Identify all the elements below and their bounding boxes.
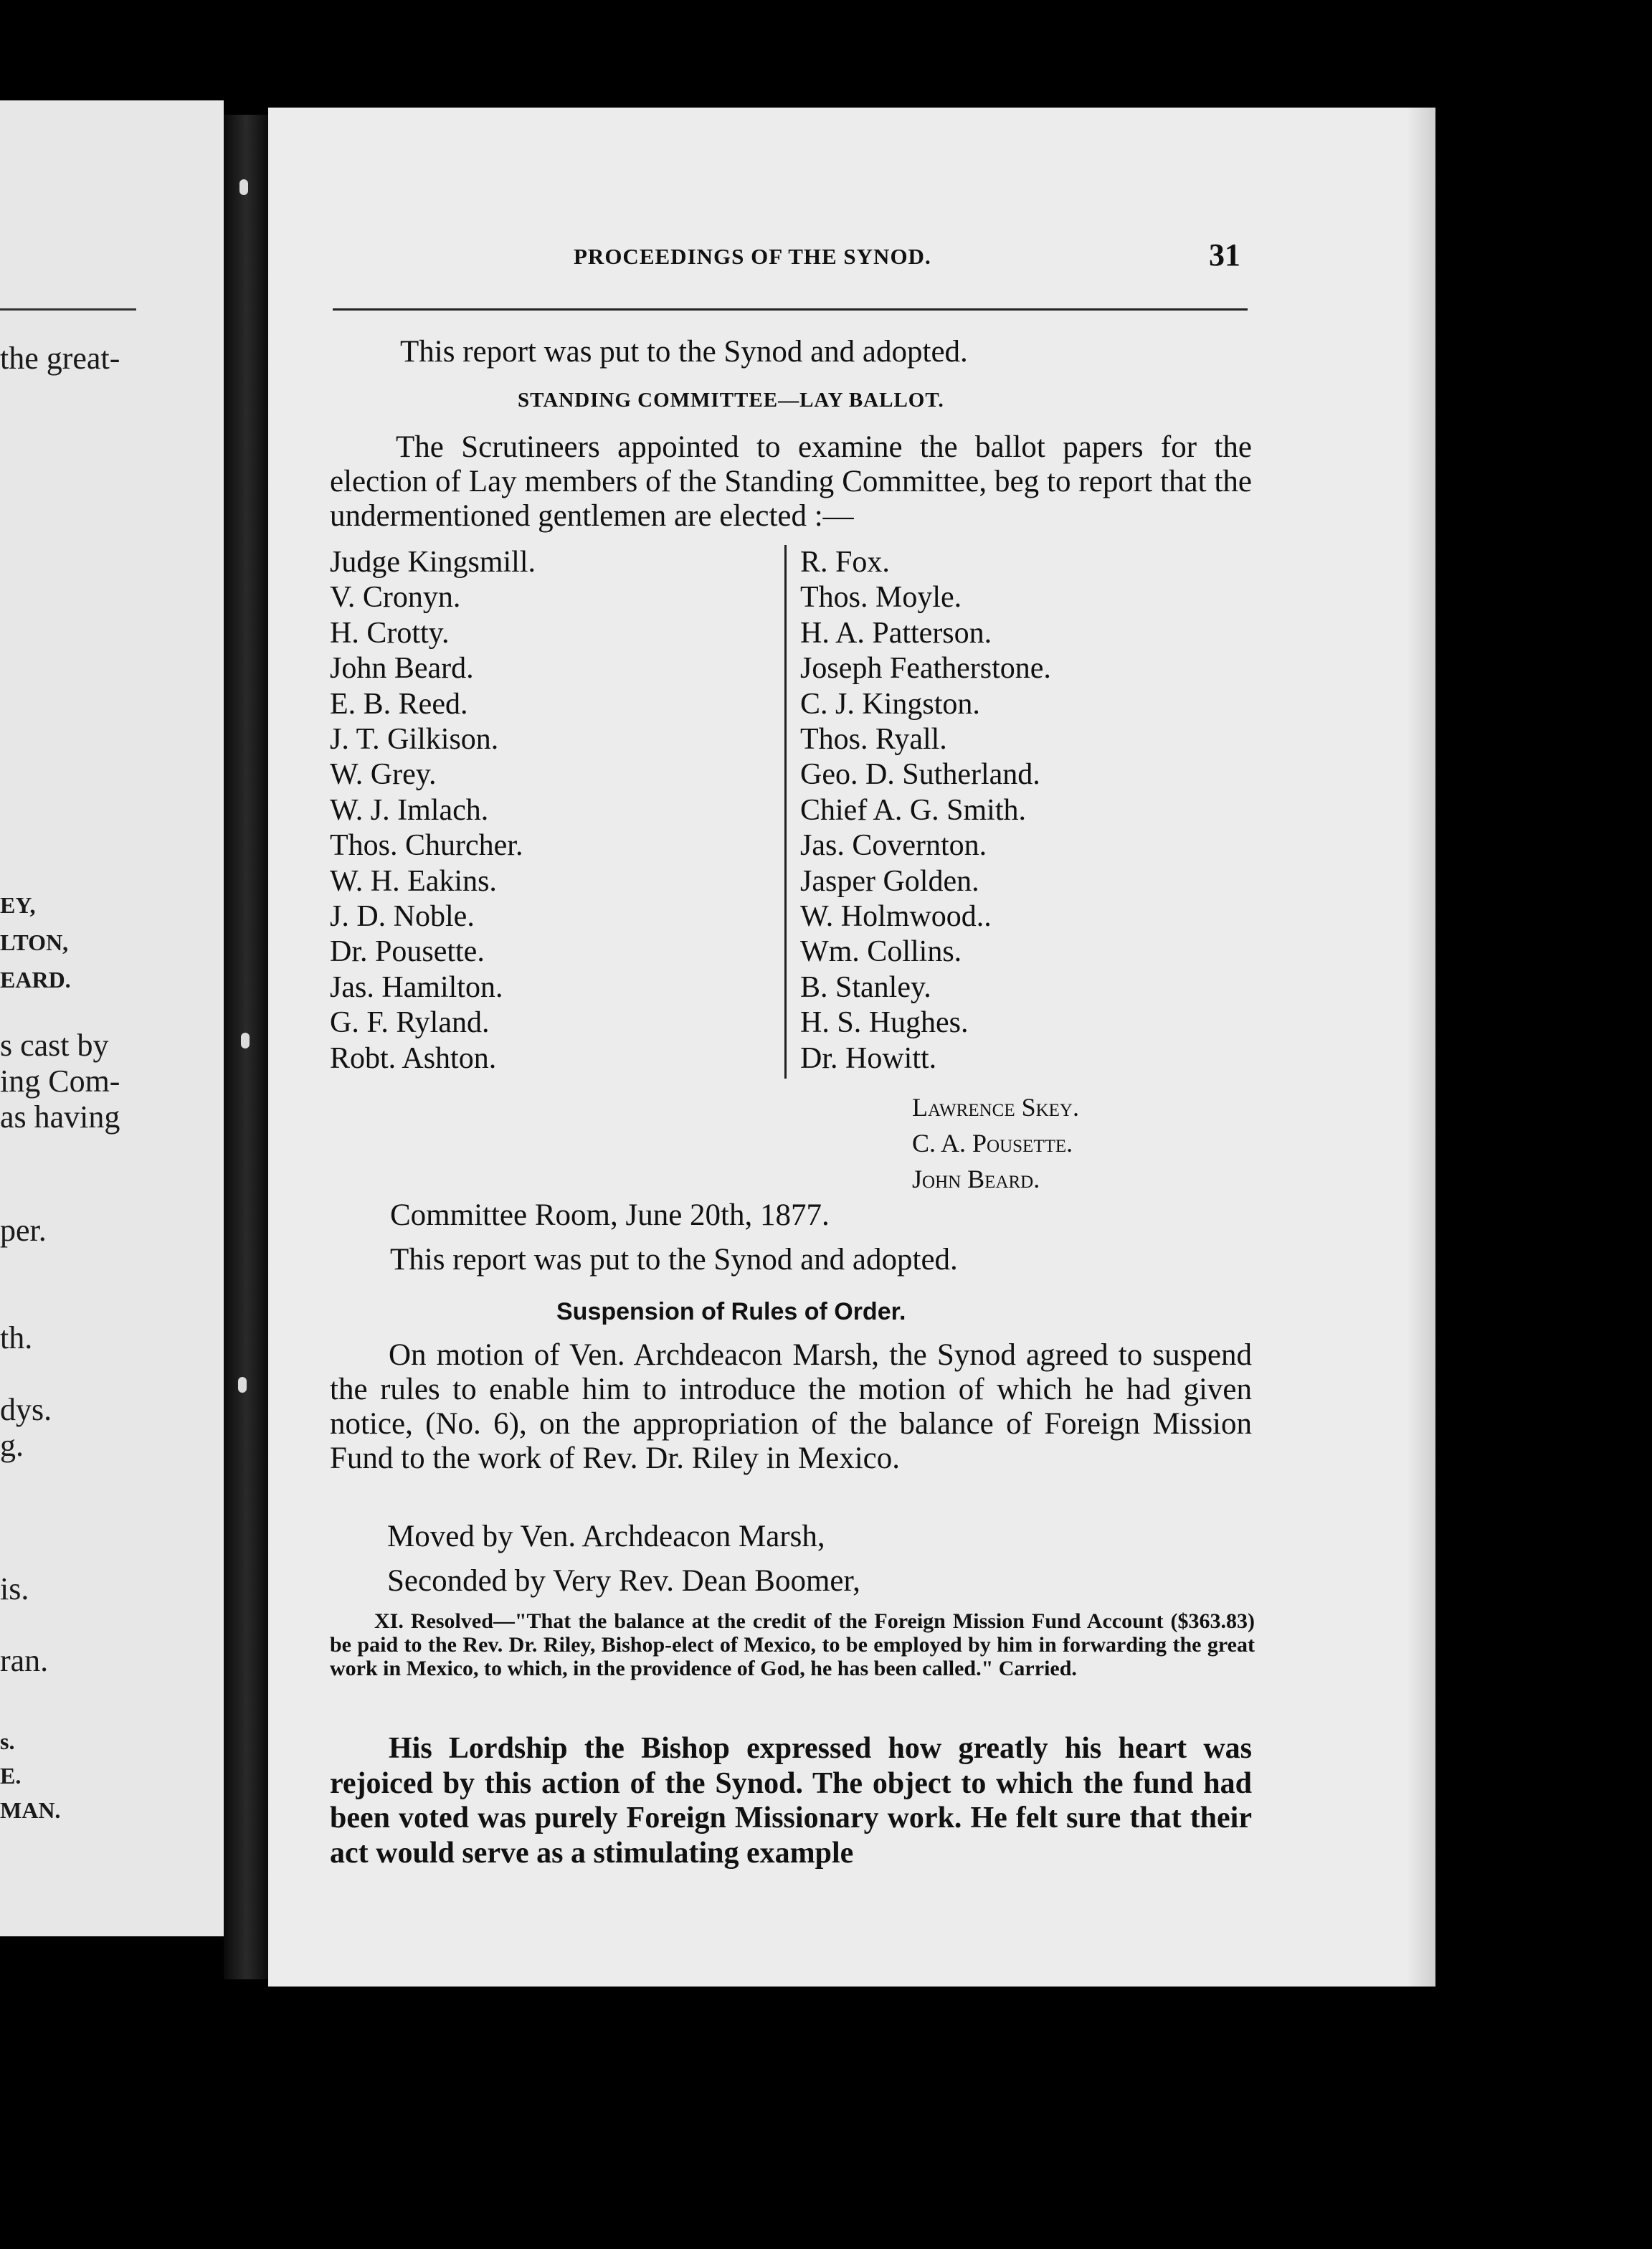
- facing-page-fragment: EARD.: [0, 967, 71, 993]
- signatory-name: John Beard.: [912, 1165, 1040, 1193]
- elected-name: Robt. Ashton.: [330, 1041, 497, 1075]
- facing-page-fragment: LTON,: [0, 929, 69, 955]
- elected-name: H. Crotty.: [330, 616, 450, 650]
- elected-name: W. Holmwood..: [800, 900, 992, 934]
- gutter-speck: [239, 179, 248, 195]
- facing-page-fragment: ing Com-: [0, 1064, 120, 1099]
- bishop-paragraph: His Lordship the Bishop expressed how greatly his heart was rejoiced by this action of the Synod. The object to which the fund had been voted was purely Foreign Missionary work. He felt sure that their act would serve as a stimulating example: [330, 1732, 1252, 1870]
- facing-page-fragment: MAN.: [0, 1797, 61, 1823]
- report-adopted-line: This report was put to the Synod and adopted.: [390, 1243, 958, 1277]
- elected-name: H. A. Patterson.: [800, 616, 992, 650]
- report-adopted-line: This report was put to the Synod and adopted.: [400, 335, 968, 369]
- elected-name: C. J. Kingston.: [800, 687, 980, 721]
- scrutineers-paragraph: The Scrutineers appointed to examine the ballot papers for the election of Lay members of the Standing Committee, beg to report that the undermentioned gentlemen are elected :—: [330, 430, 1252, 533]
- elected-name: Dr. Pousette.: [330, 935, 485, 969]
- elected-name: John Beard.: [330, 652, 474, 686]
- elected-name: Jas. Covernton.: [800, 829, 987, 863]
- gutter-speck: [238, 1377, 247, 1393]
- book-gutter: [224, 115, 268, 1979]
- section-heading: STANDING COMMITTEE—LAY BALLOT.: [518, 389, 944, 412]
- motion-paragraph: On motion of Ven. Archdeacon Marsh, the Synod agreed to suspend the rules to enable him to introduce the motion of which he had given notice, (No. 6), on the appropriation of the balance of Foreign Mission Fund to the work of Rev. Dr. Riley in Mexico.: [330, 1338, 1252, 1475]
- elected-name: R. Fox.: [800, 546, 890, 579]
- facing-page-fragment: g.: [0, 1428, 24, 1463]
- elected-name: Judge Kingsmill.: [330, 546, 536, 579]
- subsection-heading: Suspension of Rules of Order.: [556, 1298, 906, 1325]
- facing-page-fragment: is.: [0, 1571, 29, 1606]
- facing-page-fragment: the great-: [0, 341, 120, 376]
- elected-name: Thos. Churcher.: [330, 829, 523, 863]
- elected-name: E. B. Reed.: [330, 687, 468, 721]
- dateline: Committee Room, June 20th, 1877.: [390, 1198, 830, 1232]
- column-divider: [784, 545, 787, 1079]
- elected-name: Jas. Hamilton.: [330, 970, 503, 1004]
- elected-name: J. T. Gilkison.: [330, 723, 499, 757]
- page-number: 31: [1209, 237, 1240, 273]
- facing-page-fragment: s.: [0, 1728, 15, 1754]
- elected-list-right: [800, 545, 1202, 1076]
- elected-name: J. D. Noble.: [330, 900, 475, 934]
- running-header: [268, 237, 1435, 280]
- elected-name: W. Grey.: [330, 758, 437, 792]
- elected-name: Dr. Howitt.: [800, 1041, 937, 1075]
- facing-page-rule: [0, 308, 136, 311]
- facing-page-fragment: E.: [0, 1763, 22, 1789]
- gutter-speck: [241, 1033, 250, 1048]
- elected-name: W. J. Imlach.: [330, 793, 489, 827]
- resolution-text: XI. Resolved—"That the balance at the credit of the Foreign Mission Fund Account ($363.83) be paid to the Rev. Dr. Riley, Bishop-elect of Mexico, to be employed by him in forwarding the great work in Mexico, to which, in the providence of God, he has been called." Carried.: [330, 1609, 1255, 1680]
- signatory-name: C. A. Pousette.: [912, 1129, 1073, 1157]
- elected-name: G. F. Ryland.: [330, 1006, 490, 1040]
- facing-page-fragment: as having: [0, 1099, 120, 1135]
- facing-page-fragment: per.: [0, 1213, 47, 1248]
- facing-page-fragment: th.: [0, 1320, 33, 1355]
- elected-name: H. S. Hughes.: [800, 1006, 969, 1040]
- signatory-name: Lawrence Skey.: [912, 1093, 1079, 1122]
- facing-page-fragment: ran.: [0, 1643, 49, 1678]
- elected-list-left: [330, 545, 645, 1076]
- elected-name: Joseph Featherstone.: [800, 652, 1051, 686]
- elected-name: Chief A. G. Smith.: [800, 793, 1027, 827]
- facing-page-fragment: s cast by: [0, 1028, 109, 1063]
- header-rule: [333, 308, 1248, 311]
- elected-name: V. Cronyn.: [330, 581, 461, 615]
- elected-name: Jasper Golden.: [800, 864, 979, 898]
- elected-name: B. Stanley.: [800, 970, 931, 1004]
- seconded-by-line: Seconded by Very Rev. Dean Boomer,: [387, 1564, 860, 1598]
- elected-name: Wm. Collins.: [800, 935, 962, 969]
- elected-name: Thos. Moyle.: [800, 581, 962, 615]
- facing-page-fragment: dys.: [0, 1392, 52, 1427]
- running-title: PROCEEDINGS OF THE SYNOD.: [574, 244, 931, 269]
- elected-name: W. H. Eakins.: [330, 864, 497, 898]
- facing-page: [0, 100, 224, 1936]
- elected-name: Thos. Ryall.: [800, 723, 947, 757]
- moved-by-line: Moved by Ven. Archdeacon Marsh,: [387, 1520, 825, 1553]
- main-page: [268, 108, 1435, 1987]
- elected-name: Geo. D. Sutherland.: [800, 758, 1040, 792]
- facing-page-fragment: EY,: [0, 892, 36, 918]
